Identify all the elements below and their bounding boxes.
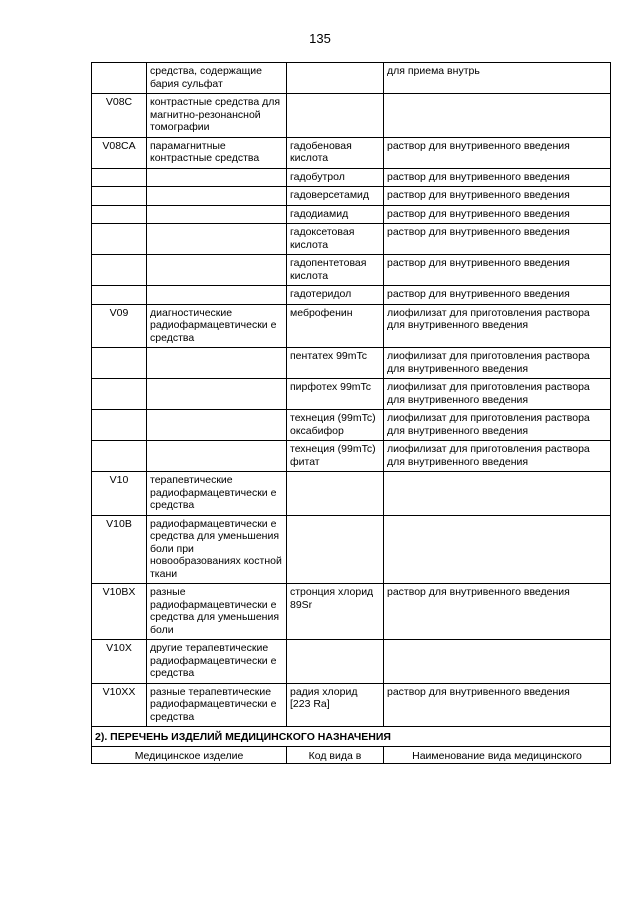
substance-name-cell: гадобутрол [287, 168, 384, 187]
pharmacological-group-cell: контрастные средства для магнитно-резонансной томографии [147, 94, 287, 138]
atc-code-cell: V10B [92, 515, 147, 584]
device-type-code-column-header: Код вида в [287, 746, 384, 764]
device-type-name-column-header: Наименование вида медицинского [384, 746, 611, 764]
atc-code-cell: V08CA [92, 137, 147, 168]
dosage-form-cell: раствор для внутривенного введения [384, 255, 611, 286]
substance-name-cell: технеция (99mTc) фитат [287, 441, 384, 472]
dosage-form-cell: лиофилизат для приготовления раствора для внутривенного введения [384, 304, 611, 348]
substance-name-cell: технеция (99mTc) оксабифор [287, 410, 384, 441]
atc-code-cell [92, 224, 147, 255]
pharmacological-group-cell [147, 168, 287, 187]
section-title: 2). ПЕРЕЧЕНЬ ИЗДЕЛИЙ МЕДИЦИНСКОГО НАЗНАЧЕНИЯ [92, 727, 611, 747]
pharmacological-group-cell [147, 224, 287, 255]
dosage-form-cell: для приема внутрь [384, 63, 611, 94]
table-row [92, 640, 611, 684]
substance-name-cell: гадопентетовая кислота [287, 255, 384, 286]
table-row [92, 515, 611, 584]
pharmacological-group-cell: диагностические радиофармацевтически е средства [147, 304, 287, 348]
substance-name-cell [287, 94, 384, 138]
dosage-form-cell: лиофилизат для приготовления раствора для внутривенного введения [384, 348, 611, 379]
drug-list-table [91, 62, 611, 764]
substance-name-cell: радия хлорид [223 Ra] [287, 683, 384, 727]
pharmacological-group-cell [147, 286, 287, 305]
pharmacological-group-cell [147, 348, 287, 379]
table-row [92, 379, 611, 410]
atc-code-cell [92, 379, 147, 410]
substance-name-cell: пирфотех 99mTc [287, 379, 384, 410]
page-number: 135 [309, 31, 331, 46]
table-row [92, 205, 611, 224]
substance-name-cell: гадоксетовая кислота [287, 224, 384, 255]
substance-name-cell: гадоверсетамид [287, 187, 384, 206]
substance-name-cell [287, 515, 384, 584]
dosage-form-cell: лиофилизат для приготовления раствора для внутривенного введения [384, 379, 611, 410]
table-row [92, 584, 611, 640]
atc-code-cell [92, 63, 147, 94]
pharmacological-group-cell: разные радиофармацевтически е средства для уменьшения боли [147, 584, 287, 640]
table-row [92, 255, 611, 286]
atc-code-cell: V08C [92, 94, 147, 138]
atc-code-cell: V09 [92, 304, 147, 348]
atc-code-cell: V10XX [92, 683, 147, 727]
pharmacological-group-cell: радиофармацевтически е средства для уменьшения боли при новообразованиях костной ткани [147, 515, 287, 584]
substance-name-cell: гадотеридол [287, 286, 384, 305]
dosage-form-cell [384, 515, 611, 584]
dosage-form-cell: раствор для внутривенного введения [384, 683, 611, 727]
pharmacological-group-cell [147, 379, 287, 410]
table-row [92, 410, 611, 441]
dosage-form-cell: раствор для внутривенного введения [384, 187, 611, 206]
dosage-form-cell: раствор для внутривенного введения [384, 168, 611, 187]
atc-code-cell [92, 187, 147, 206]
table-row [92, 348, 611, 379]
substance-name-cell: гадобеновая кислота [287, 137, 384, 168]
atc-code-cell [92, 348, 147, 379]
substance-name-cell: меброфенин [287, 304, 384, 348]
dosage-form-cell [384, 640, 611, 684]
atc-code-cell [92, 441, 147, 472]
table-row [92, 137, 611, 168]
dosage-form-cell: раствор для внутривенного введения [384, 224, 611, 255]
pharmacological-group-cell [147, 441, 287, 472]
substance-name-cell [287, 640, 384, 684]
pharmacological-group-cell: парамагнитные контрастные средства [147, 137, 287, 168]
dosage-form-cell: раствор для внутривенного введения [384, 584, 611, 640]
atc-code-cell: V10 [92, 472, 147, 516]
table-row [92, 168, 611, 187]
substance-name-cell [287, 472, 384, 516]
table-row [92, 441, 611, 472]
dosage-form-cell: раствор для внутривенного введения [384, 286, 611, 305]
substance-name-cell: стронция хлорид 89Sr [287, 584, 384, 640]
atc-code-cell [92, 410, 147, 441]
atc-code-cell [92, 286, 147, 305]
dosage-form-cell: лиофилизат для приготовления раствора для внутривенного введения [384, 410, 611, 441]
table-row [92, 224, 611, 255]
atc-code-cell: V10X [92, 640, 147, 684]
table-row [92, 63, 611, 94]
pharmacological-group-cell: средства, содержащие бария сульфат [147, 63, 287, 94]
table-row [92, 286, 611, 305]
table-body [92, 63, 611, 727]
atc-code-cell: V10BX [92, 584, 147, 640]
pharmacological-group-cell [147, 187, 287, 206]
substance-name-cell: гадодиамид [287, 205, 384, 224]
table-row [92, 304, 611, 348]
atc-code-cell [92, 255, 147, 286]
pharmacological-group-cell: другие терапевтические радиофармацевтически е средства [147, 640, 287, 684]
pharmacological-group-cell [147, 410, 287, 441]
dosage-form-cell: лиофилизат для приготовления раствора для внутривенного введения [384, 441, 611, 472]
medical-devices-header-row [92, 746, 611, 764]
substance-name-cell [287, 63, 384, 94]
table-row [92, 683, 611, 727]
medical-device-column-header: Медицинское изделие [92, 746, 287, 764]
atc-code-cell [92, 205, 147, 224]
table-row [92, 187, 611, 206]
pharmacological-group-cell: разные терапевтические радиофармацевтически е средства [147, 683, 287, 727]
table-row [92, 94, 611, 138]
table-row [92, 472, 611, 516]
substance-name-cell: пентатех 99mTc [287, 348, 384, 379]
section-header-row [92, 727, 611, 747]
pharmacological-group-cell [147, 205, 287, 224]
dosage-form-cell [384, 94, 611, 138]
dosage-form-cell: раствор для внутривенного введения [384, 205, 611, 224]
pharmacological-group-cell [147, 255, 287, 286]
dosage-form-cell: раствор для внутривенного введения [384, 137, 611, 168]
pharmacological-group-cell: терапевтические радиофармацевтически е средства [147, 472, 287, 516]
atc-code-cell [92, 168, 147, 187]
dosage-form-cell [384, 472, 611, 516]
